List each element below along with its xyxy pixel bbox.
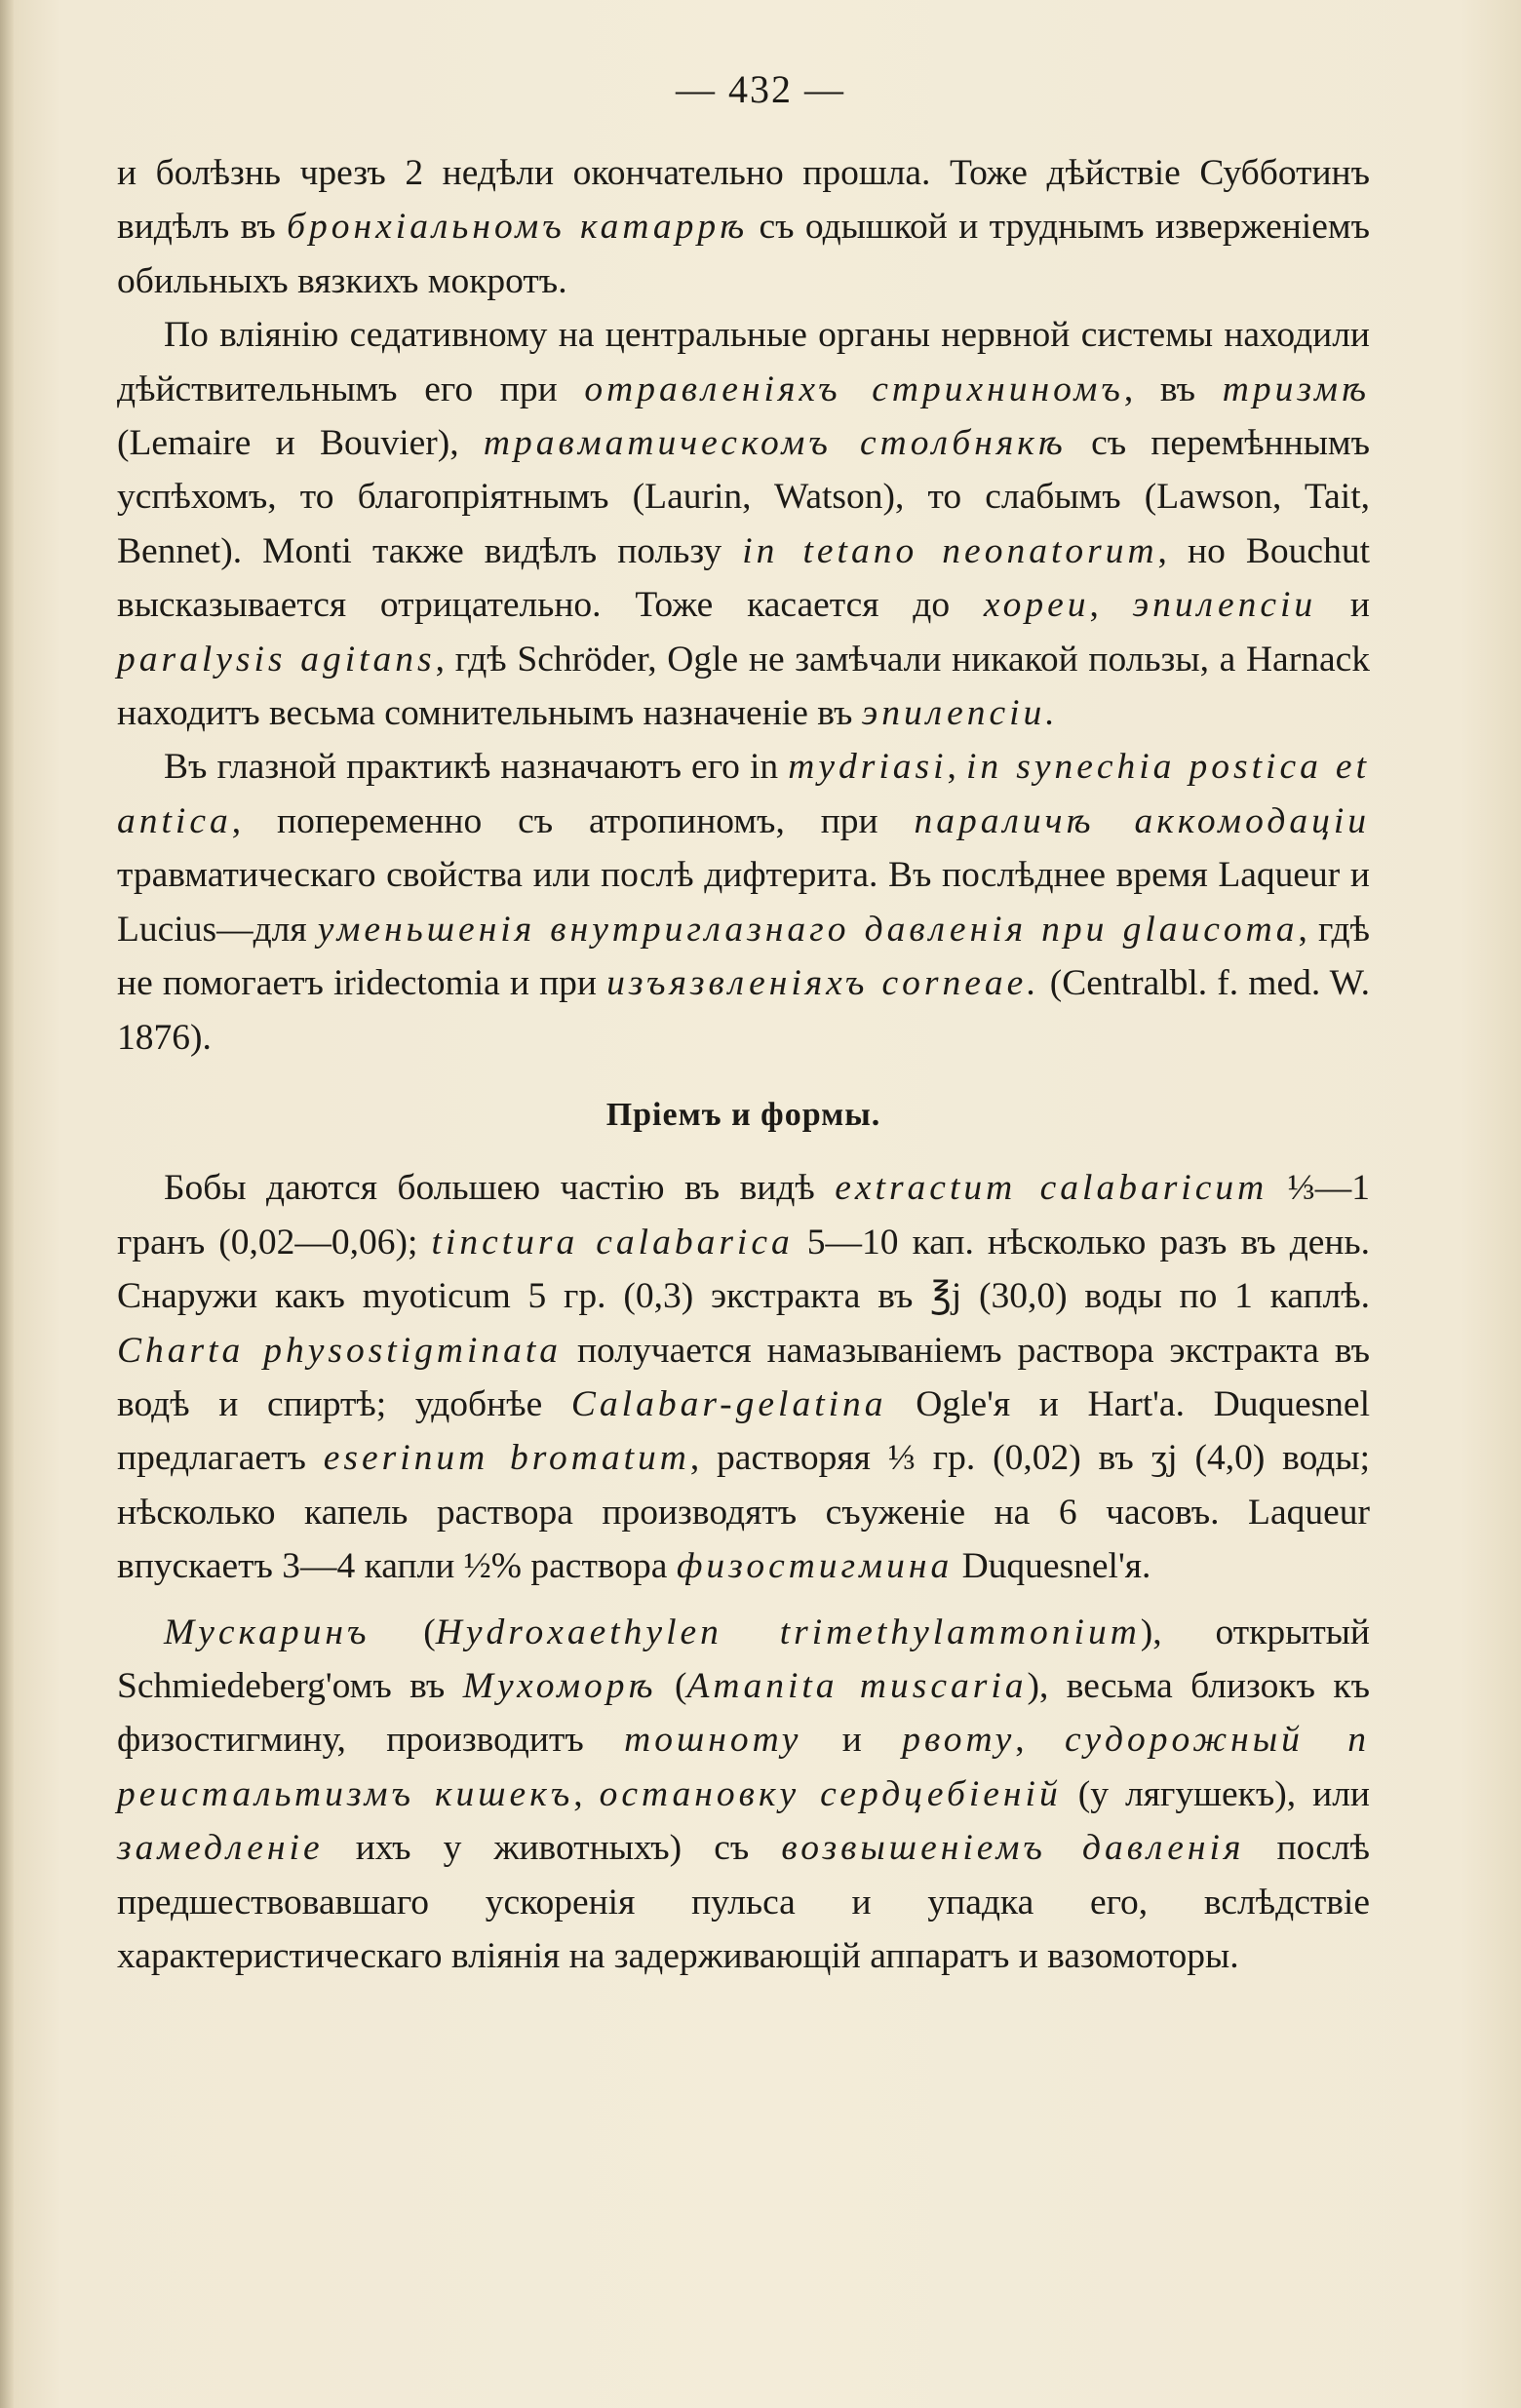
spaced-italic-term: остановку сердцебіеній — [599, 1773, 1062, 1814]
spaced-italic-term: травматическомъ столбнякѣ — [483, 423, 1067, 464]
spaced-italic-term: Мухоморѣ — [462, 1665, 657, 1706]
spaced-italic-term: paralysis agitans — [117, 639, 436, 680]
spaced-italic-term: возвышеніемъ давленія — [781, 1828, 1245, 1869]
text-run: ), весьма близокъ къ физостигмину, производитъ — [117, 1665, 1370, 1761]
text-run: , попеременно съ атропиномъ, при — [231, 800, 915, 841]
spaced-italic-term: тошноту — [624, 1720, 802, 1761]
text-run: , гдѣ Schröder, Ogle не замѣчали никакой пользы, а Harnack находитъ весьма сомнительнымъ назначеніе въ — [117, 639, 1370, 734]
text-run: , растворяя ⅓ гр. (0,02) въ ʒj (4,0) воды; нѣсколько капель раствора производятъ съуженіе на 6 часовъ. Laqueur впускаетъ 3—4 капли ½% раствора — [117, 1438, 1370, 1587]
paragraph — [117, 308, 1370, 740]
text-run: Бобы даются большею частію въ видѣ — [164, 1168, 836, 1209]
spaced-italic-term: тризмѣ — [1222, 369, 1370, 409]
spaced-italic-term: изъязвленіяхъ corneae. — [606, 963, 1040, 1004]
text-run: ( — [370, 1612, 436, 1652]
spaced-italic-term: хореи — [983, 585, 1090, 626]
paragraph — [117, 1606, 1370, 1984]
spaced-italic-term: extractum calabaricum — [835, 1168, 1268, 1209]
text-run: , гдѣ не помогаетъ iridectomia и при — [117, 909, 1370, 1004]
spaced-italic-term: бронхіальномъ катаррѣ — [287, 207, 749, 248]
paragraph — [117, 740, 1370, 1064]
spaced-italic-term: эпилепсіи — [1132, 585, 1317, 626]
text-run: травматическаго свойства или послѣ дифтерита. Въ послѣднее время Laqueur и Lucius—для — [117, 855, 1370, 950]
text-run: съ одышкой и труднымъ изверженіемъ обильныхъ вязкихъ мокротъ. — [117, 207, 1370, 301]
text-run: По вліянію седативному на центральные органы нервной системы находили дѣйствительнымъ его при — [117, 315, 1370, 409]
text-run: и болѣзнь чрезъ 2 недѣли окончательно прошла. Тоже дѣйствіе Субботинъ видѣлъ въ — [117, 153, 1370, 248]
text-run: (у лягушекъ), или — [1061, 1773, 1370, 1814]
spaced-italic-term: параличѣ аккомодаціи — [914, 800, 1370, 841]
spaced-italic-term: замедленіе — [117, 1828, 324, 1869]
text-run: ихъ у животныхъ) съ — [323, 1828, 782, 1869]
spaced-italic-term: Мускаринъ — [164, 1612, 370, 1652]
text-run: послѣ предшествовавшаго ускоренія пульса и упадка его, вслѣдствіе характеристическаго вліянія на задерживающій аппаратъ и вазомоторы. — [117, 1828, 1370, 1976]
text-run: и — [801, 1720, 903, 1761]
text-run: ), открытый Schmiedeberg'омъ въ — [117, 1612, 1370, 1706]
text-run: Duquesnel'я. — [953, 1546, 1151, 1587]
text-run: Ogle'я и Hart'а. Duquesnel предлагаетъ — [117, 1383, 1370, 1479]
text-run: (Centralbl. f. med. W. 1876). — [117, 963, 1371, 1058]
page-spine-shadow — [0, 0, 14, 2408]
text-run: , — [947, 747, 966, 788]
spaced-italic-term: Hydroxaethylen trimethylammonium — [435, 1612, 1141, 1652]
text-run: , но Bouchut высказывается отрицательно. Тоже касается до — [117, 530, 1370, 626]
spaced-italic-term: in tetano neonatorum — [742, 530, 1158, 571]
spaced-italic-term: eserinum bromatum — [323, 1438, 690, 1479]
spaced-italic-term: уменьшенія внутриглазнаго давленія при glaucoma — [317, 909, 1299, 950]
paragraph — [117, 1161, 1370, 1593]
text-run: , въ — [1123, 369, 1223, 409]
page-body — [117, 146, 1370, 1983]
spaced-italic-term: эпилепсіи. — [861, 693, 1059, 734]
spaced-italic-term: tinctura calabarica — [431, 1222, 794, 1262]
spaced-italic-term: рвоту — [902, 1720, 1016, 1761]
paragraph-gap — [117, 1594, 1370, 1606]
spaced-italic-term: Charta physostigminata — [117, 1330, 563, 1371]
paragraph — [117, 146, 1370, 308]
text-run: съ перемѣннымъ успѣхомъ, то благопріятнымъ (Laurin, Watson), то слабымъ (Lawson, Tait, Bennet). Monti также видѣлъ пользу — [117, 423, 1371, 571]
spaced-italic-term: Calabar-gelatina — [570, 1383, 887, 1424]
spaced-italic-term: mydriasi — [788, 747, 948, 788]
spaced-italic-term: судорожный п реистальтизмъ кишекъ — [117, 1720, 1371, 1814]
text-run: ( — [656, 1665, 687, 1706]
spaced-italic-term: отравленіяхъ стрихниномъ — [584, 369, 1124, 409]
page-number: — 432 — — [676, 67, 845, 111]
spaced-italic-term: Amanita muscaria — [686, 1665, 1028, 1706]
text-run: Въ глазной практикѣ назначаютъ его in — [164, 747, 789, 788]
spaced-italic-term: физостигмина — [676, 1546, 954, 1587]
spaced-italic-term: in synechia postica et antica — [117, 747, 1370, 841]
text-run: (Lemaire и Bouvier), — [117, 423, 484, 464]
text-run: , — [573, 1773, 600, 1814]
text-run: , — [1089, 585, 1133, 626]
text-run: и — [1316, 585, 1370, 626]
text-run: , — [1015, 1720, 1066, 1761]
section-heading: Пріемъ и формы. — [605, 1096, 881, 1133]
text-run: ⅓—1 гранъ (0,02—0,06); — [117, 1168, 1371, 1262]
text-run: получается намазываніемъ раствора экстракта въ водѣ и спиртѣ; удобнѣе — [117, 1330, 1370, 1424]
text-run: 5—10 кап. нѣсколько разъ въ день. Снаружи какъ myoticum 5 гр. (0,3) экстракта въ ℥j (30,0) воды по 1 каплѣ. — [117, 1222, 1370, 1317]
